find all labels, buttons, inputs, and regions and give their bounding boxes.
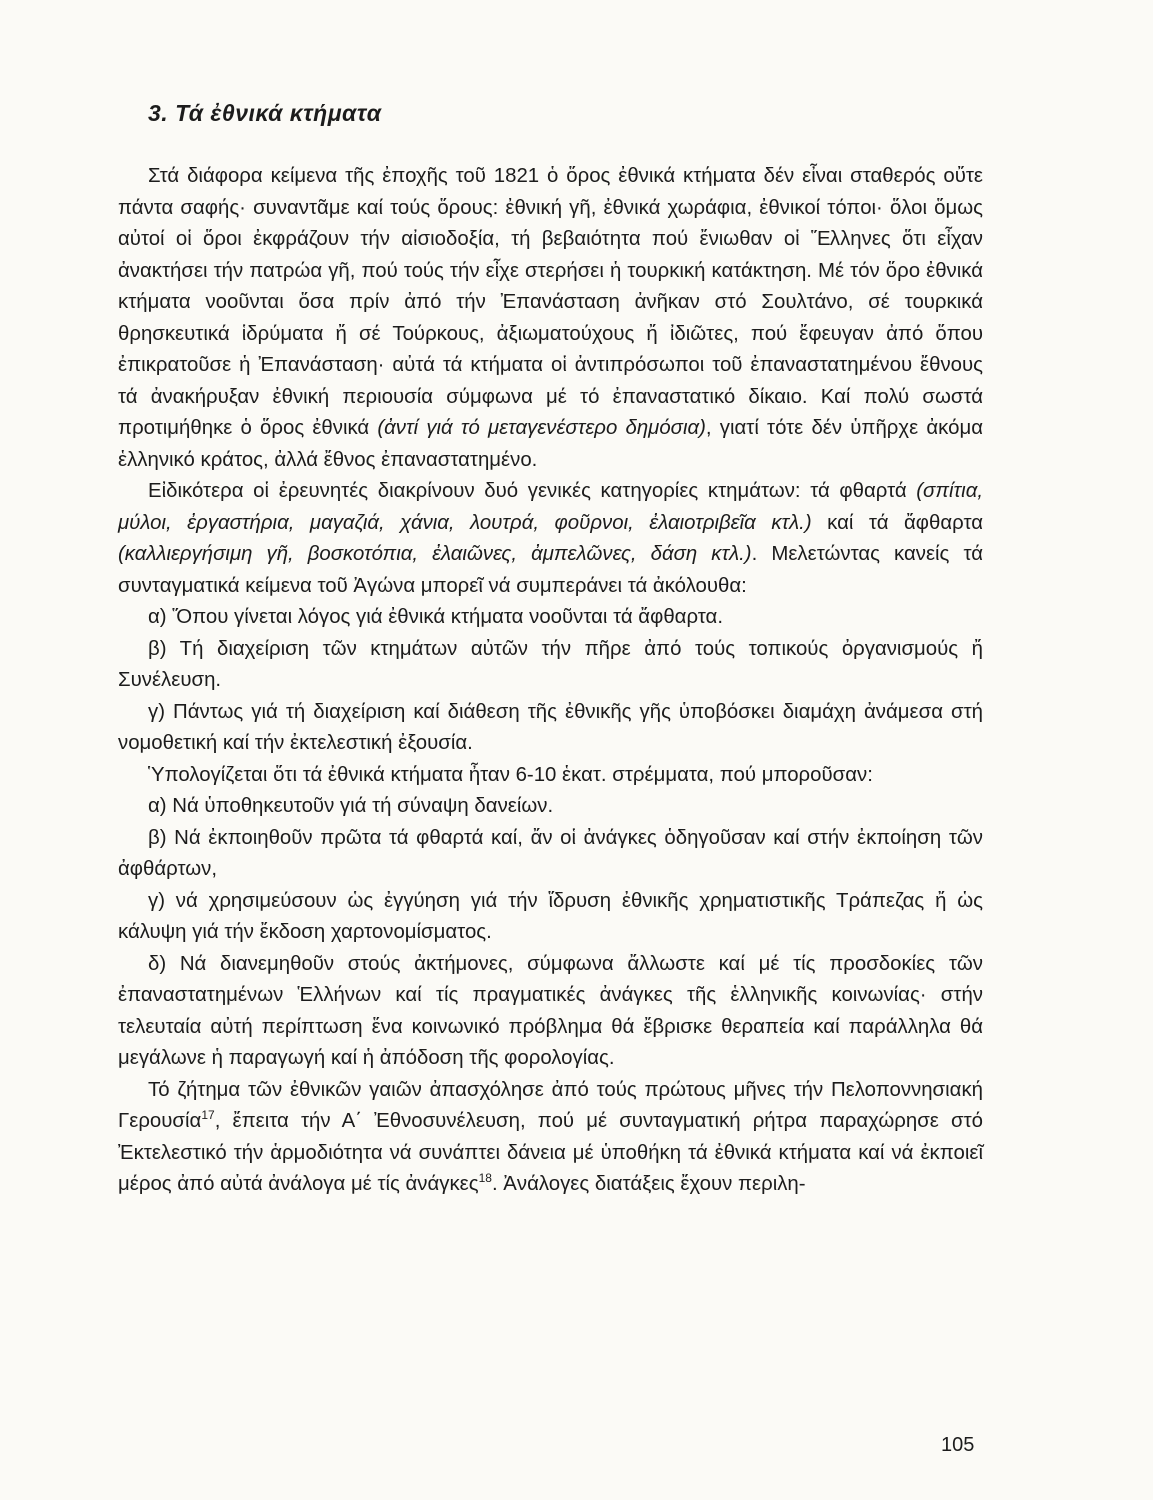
p1-text-b: , γιατί τότε δέν ὑπῆρχε ἀκόμα ἑλληνικό κράτος, ἀλλά ἔθνος ἐπαναστατημένο. <box>118 417 983 471</box>
list2-item-d: δ) Νά διανεμηθοῦν στούς ἀκτήμονες, σύμφωνα ἄλλωστε καί μέ τίς προσδοκίες τῶν ἐπαναστατημένων Ἑλλήνων καί τίς πραγματικές ἀνάγκες τῆς ἑλληνικῆς κοινωνίας· στήν τελευταία αὐτή περίπτωση ἕνα κοινωνικό πρόβλημα θά ἔβρισκε θεραπεία καί παράλληλα θά μεγάλωνε ἡ παραγωγή καί ἡ ἀπόδοση τῆς φορολογίας. <box>118 952 983 1069</box>
list2-item-b: β) Νά ἐκποιηθοῦν πρῶτα τά φθαρτά καί, ἄν οἱ ἀνάγκες ὁδηγοῦσαν καί στήν ἐκποίηση τῶν ἀφθάρτων, <box>118 826 983 880</box>
list2-item-a: α) Νά ὑποθηκευτοῦν γιά τή σύναψη δανείων. <box>148 795 554 817</box>
p2-text-b: καί τά ἄφθαρτα <box>811 511 983 534</box>
p2-text-c: . Μελετώντας κανείς τά συνταγματικά κείμενα τοῦ Ἀγώνα μπορεῖ νά συμπεράνει τά ἀκόλουθα: <box>118 543 983 597</box>
footnote-ref-18[interactable]: 18 <box>478 1171 492 1185</box>
p2-text-a: Εἰδικότερα οἱ ἐρευνητές διακρίνουν δυό γενικές κατηγορίες κτημάτων: τά φθαρτά <box>148 480 917 502</box>
p2-italic-a: (σπίτια, μύλοι, ἐργαστήρια, μαγαζιά, χάνια, λουτρά, φοῦρνοι, ἐλαιοτριβεῖα κτλ.) <box>118 480 983 534</box>
paragraph-3: Ὑπολογίζεται ὅτι τά ἐθνικά κτήματα ἦταν 6-10 ἑκατ. στρέμματα, πού μποροῦσαν: <box>148 763 873 786</box>
section-heading: 3. Τά ἐθνικά κτήματα <box>148 100 382 126</box>
paragraph-4 <box>118 1075 983 1201</box>
page-body <box>118 100 983 1201</box>
p1-italic: (ἀντί γιά τό μεταγενέστερο δημόσια) <box>377 417 706 439</box>
paragraph-1 <box>118 161 983 476</box>
p2-italic-b: (καλλιεργήσιμη γῆ, βοσκοτόπια, ἐλαιῶνες, ἀμπελῶνες, δάση κτλ.) <box>118 543 752 565</box>
list1-item-a: α) Ὅπου γίνεται λόγος γιά ἐθνικά κτήματα νοοῦνται τά ἄφθαρτα. <box>148 606 723 628</box>
list1-item-b: β) Τή διαχείριση τῶν κτημάτων αὐτῶν τήν πῆρε ἀπό τούς τοπικούς ὀργανισμούς ἤ Συνέλευση. <box>118 637 983 691</box>
p4-text-b: , ἔπειτα τήν Α΄ Ἐθνοσυνέλευση, πού μέ συνταγματική ρήτρα παραχώρησε στό Ἐκτελεστικό τήν ἁρμοδιότητα νά συνάπτει δάνεια μέ ὑποθήκη τά ἐθνικά κτήματα καί νά ἐκποιεῖ μέρος ἀπό αὐτά ἀνάλογα μέ τίς ἀνάγκες <box>118 1110 983 1195</box>
list1-item-c: γ) Πάντως γιά τή διαχείριση καί διάθεση τῆς ἐθνικῆς γῆς ὑποβόσκει διαμάχη ἀνάμεσα στή νομοθετική καί τήν ἐκτελεστική ἐξουσία. <box>118 700 983 754</box>
p4-text-c: . Ἀνάλογες διατάξεις ἔχουν περιλη- <box>491 1173 806 1195</box>
footnote-ref-17[interactable]: 17 <box>201 1108 215 1122</box>
page-number: 105 <box>941 1434 975 1456</box>
paragraph-2 <box>118 476 983 602</box>
list2-item-c: γ) νά χρησιμεύσουν ὡς ἐγγύηση γιά τήν ἵδρυση ἐθνικῆς χρηματιστικῆς Τράπεζας ἤ ὡς κάλυψη γιά τήν ἔκδοση χαρτονομίσματος. <box>118 889 983 943</box>
p1-text-a: Στά διάφορα κείμενα τῆς ἐποχῆς τοῦ 1821 ὁ ὅρος ἐθνικά κτήματα δέν εἶναι σταθερός οὔτε πάντα σαφής· συναντᾶμε καί τούς ὅρους: ἐθνική γῆ, ἐθνικά χωράφια, ἐθνικοί τόποι· ὅλοι ὅμως αὐτοί οἱ ὅροι ἐκφράζουν τήν αἰσιοδοξία, τή βεβαιότητα πού ἔνιωθαν οἱ Ἕλληνες ὅτι εἶχαν ἀνακτήσει τήν πατρώα γῆ, πού τούς τήν εἶχε στερήσει ἡ τουρκική κατάκτηση. Μέ τόν ὅρο ἐθνικά κτήματα νοοῦνται ὅσα πρίν ἀπό τήν Ἐπανάσταση ἀνῆκαν στό Σουλτάνο, σέ τουρκικά θρησκευτικά ἱδρύματα ἤ σέ Τούρκους, ἀξιωματούχους ἤ ἰδιῶτες, πού ἔφευγαν ἀπό ὅπου ἐπικρατοῦσε ἡ Ἐπανάσταση· αὐτά τά κτήματα οἱ ἀντιπρόσωποι τοῦ ἐπαναστατημένου ἔθνους τά ἀνακήρυξαν ἐθνική περιουσία σύμφωνα μέ τό ἐπαναστατικό δίκαιο. Καί πολύ σωστά προτιμήθηκε ὁ ὅρος ἐθνικά <box>118 165 983 439</box>
p4-text-a: Τό ζήτημα τῶν ἐθνικῶν γαιῶν ἀπασχόλησε ἀπό τούς πρώτους μῆνες τήν Πελοποννησιακή Γερουσία <box>118 1078 983 1132</box>
